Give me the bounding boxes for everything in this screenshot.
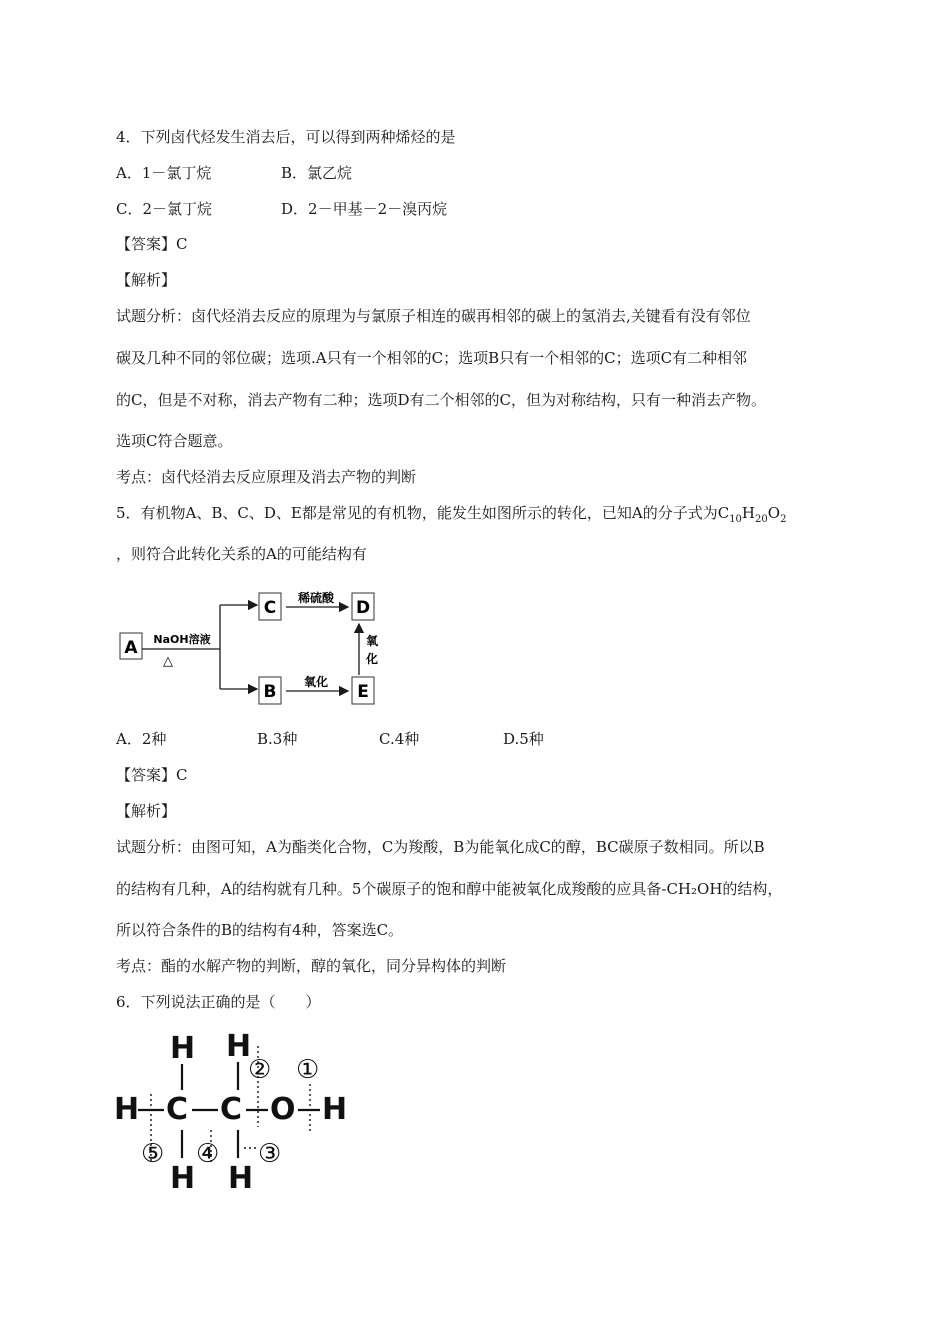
q4-kaodian: 考点：卤代烃消去反应原理及消去产物的判断: [116, 468, 417, 486]
q4-option-a: A．1－氯丁烷: [116, 164, 212, 182]
marker-3: ③: [258, 1139, 282, 1169]
reagent-oxidation: 氧化: [303, 675, 329, 689]
q4-analysis-heading: 【解析】: [116, 271, 177, 289]
label-d: D: [355, 598, 371, 618]
reagent-oxid-1: 氧: [365, 634, 379, 648]
formula-h-sub: 20: [755, 514, 768, 525]
atom-h-right: H: [322, 1092, 348, 1127]
q4-analysis-line: 试题分析：卤代烃消去反应的原理为与氯原子相连的碳再相邻的碳上的氢消去,关键看有没有邻位: [116, 307, 751, 325]
q5-option-c: C.4种: [379, 730, 420, 748]
formula-c: C: [717, 504, 730, 522]
q5-analysis-heading: 【解析】: [116, 802, 177, 820]
reagent-oxid-2: 化: [365, 652, 379, 666]
q4-stem: 4．下列卤代烃发生消去后，可以得到两种烯烃的是: [116, 128, 456, 146]
q6-ethanol-structure: [108, 1022, 368, 1197]
q4-analysis-line: 选项C符合题意。: [116, 432, 233, 450]
q5-analysis-line: 的结构有几种，A的结构就有几种。5个碳原子的饱和醇中能被氧化成羧酸的应具备-CH₂OH的结构，: [116, 880, 783, 898]
q4-option-d: D．2－甲基－2－溴丙烷: [281, 200, 448, 218]
atom-c2: C: [220, 1092, 243, 1127]
q4-option-c: C．2－氯丁烷: [116, 200, 213, 218]
reagent-h2so4: 稀硫酸: [297, 591, 335, 605]
q4-analysis-line: 的C，但是不对称，消去产物有二种；选项D有二个相邻的C，但为对称结构，只有一种消去产物。: [116, 391, 766, 409]
atom-h-top-left: H: [170, 1031, 196, 1066]
q5-option-a: A．2种: [116, 730, 167, 748]
formula-c-sub: 10: [729, 514, 742, 525]
q5-answer: 【答案】C: [116, 766, 188, 784]
label-b: B: [263, 682, 277, 702]
q5-kaodian: 考点：酯的水解产物的判断，醇的氧化，同分异构体的判断: [116, 957, 507, 975]
label-e: E: [357, 682, 369, 702]
formula-o: O: [767, 504, 781, 522]
atom-h-left: H: [114, 1092, 140, 1127]
formula-o-sub: 2: [780, 514, 787, 525]
atom-h-top-right: H: [226, 1029, 252, 1064]
q4-answer: 【答案】C: [116, 235, 188, 253]
q5-analysis-line: 所以符合条件的B的结构有4种，答案选C。: [116, 921, 404, 939]
q5-stem-line2: ，则符合此转化关系的A的可能结构有: [116, 545, 367, 563]
q5-option-b: B.3种: [257, 730, 298, 748]
q5-reaction-diagram: [110, 585, 400, 715]
q5-formula: [717, 504, 787, 525]
marker-2: ②: [248, 1055, 272, 1085]
atom-h-bottom-left: H: [170, 1161, 196, 1196]
q4-option-b: B．氯乙烷: [281, 164, 353, 182]
marker-1: ①: [296, 1055, 320, 1085]
atom-c1: C: [166, 1092, 189, 1127]
formula-h: H: [741, 504, 756, 522]
atom-o: O: [270, 1092, 296, 1127]
q5-analysis-line: 试题分析：由图可知，A为酯类化合物，C为羧酸，B为能氧化成C的醇，BC碳原子数相同。所以B: [116, 838, 765, 856]
marker-5: ⑤: [141, 1139, 165, 1169]
q6-stem: 6．下列说法正确的是（ ）: [116, 993, 321, 1011]
q5-stem: [116, 503, 786, 523]
marker-4: ④: [196, 1139, 220, 1169]
reagent-naoh: NaOH溶液: [153, 633, 211, 646]
q5-option-d: D.5种: [503, 730, 544, 748]
atom-h-bottom-right: H: [228, 1161, 254, 1196]
reagent-heat: △: [163, 654, 173, 669]
label-c: C: [263, 598, 277, 618]
q4-analysis-line: 碳及几种不同的邻位碳；选项.A只有一个相邻的C；选项B只有一个相邻的C；选项C有二种相邻: [116, 349, 748, 367]
q5-stem-text: 5．有机物A、B、C、D、E都是常见的有机物，能发生如图所示的转化，已知A的分子式为: [116, 504, 718, 522]
label-a: A: [124, 638, 138, 658]
